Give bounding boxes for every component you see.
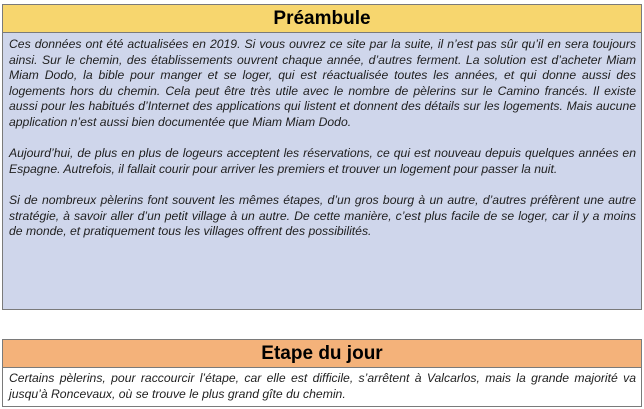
preambule-paragraph-2: Aujourd’hui, de plus en plus de logeurs acceptent les réservations, ce qui est nouveau depuis quelques années en Espagne. Autrefois, il fallait courir pour arriver les premiers et trouver un logement pour passer la nuit. [9, 146, 636, 176]
preambule-box [2, 33, 642, 310]
preambule-paragraph-3: Si de nombreux pèlerins font souvent les mêmes étapes, d’un gros bourg à un autre, d’autres préfèrent une autre stratégie, à savoir aller d’un petit village à un autre. De cette manière, c’est plus facile de se loger, car il y a moins de monde, et pratiquement tous les villages offrent des possibilités. [9, 192, 636, 239]
etape-box [2, 368, 642, 407]
preambule-paragraph-1: Ces données ont été actualisées en 2019. Si vous ouvrez ce site par la suite, il n’est pas sûr qu’il en sera toujours ainsi. Sur le chemin, des établissements ouvrent chaque année, d’autres ferment. La solution est d’acheter Miam Miam Dodo, la bible pour manger et se loger, qui est réactualisée toutes les années, et qui donne aussi des logements hors du chemin. Cela peut être très utile avec le nombre de pèlerins sur le Camino francés. Il existe aussi pour les habitués d’Internet des applications qui listent et donnent des détails sur les logements. Mais aucune application n’est aussi bien documentée que Miam Miam Dodo. [9, 37, 636, 129]
etape-heading: Etape du jour [2, 339, 642, 368]
etape-paragraph: Certains pèlerins, pour raccourcir l’étape, car elle est difficile, s’arrêtent à Valcarlos, mais la grande majorité va jusqu’à Roncevaux, où se trouve le plus grand gîte du chemin. [9, 371, 636, 401]
preambule-heading: Préambule [2, 4, 642, 33]
